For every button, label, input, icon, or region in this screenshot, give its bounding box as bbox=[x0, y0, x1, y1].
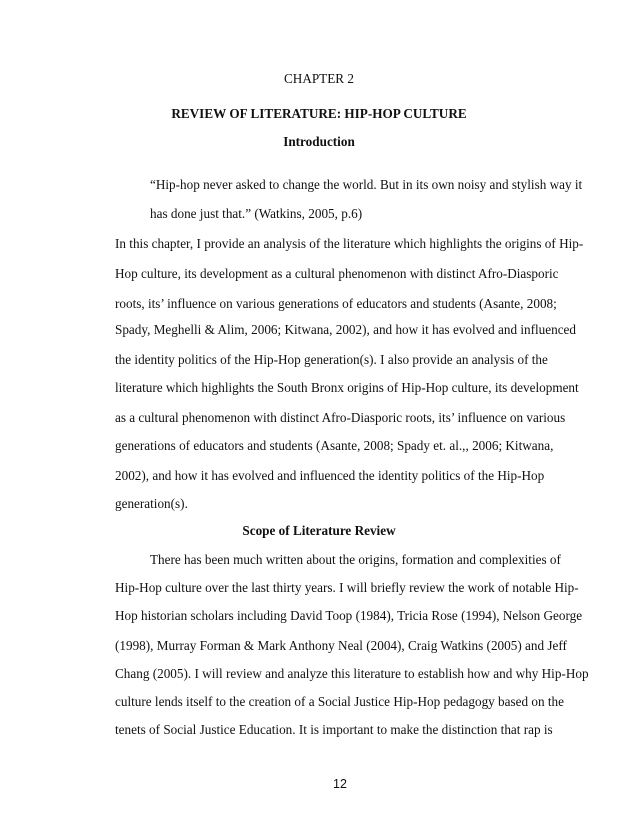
paragraph-line: literature which highlights the South Bronx origins of Hip-Hop culture, its development bbox=[115, 380, 579, 395]
section-heading-introduction: Introduction bbox=[283, 134, 355, 149]
paragraph-line: generation(s). bbox=[115, 496, 188, 511]
paragraph-line: Hop culture, its development as a cultural phenomenon with distinct Afro-Diasporic bbox=[115, 266, 559, 281]
paragraph-line: Hop historian scholars including David Toop (1984), Tricia Rose (1994), Nelson George bbox=[115, 608, 583, 623]
quote-line: “Hip-hop never asked to change the world. But in its own noisy and stylish way it bbox=[150, 177, 583, 192]
chapter-label: CHAPTER 2 bbox=[284, 71, 354, 86]
paragraph-line: Spady, Meghelli & Alim, 2006; Kitwana, 2002), and how it has evolved and influenced bbox=[115, 322, 576, 337]
paragraph-line: Chang (2005). I will review and analyze this literature to establish how and why Hip-Hop bbox=[115, 666, 589, 681]
paragraph-line: There has been much written about the origins, formation and complexities of bbox=[150, 552, 561, 567]
paragraph-line: roots, its’ influence on various generations of educators and students (Asante, 2008; bbox=[115, 296, 557, 311]
paragraph-line: generations of educators and students (Asante, 2008; Spady et. al.,, 2006; Kitwana, bbox=[115, 438, 554, 453]
quote-line: has done just that.” (Watkins, 2005, p.6) bbox=[150, 206, 363, 221]
paragraph-line: tenets of Social Justice Education. It is important to make the distinction that rap is bbox=[115, 722, 553, 737]
section-heading-scope: Scope of Literature Review bbox=[242, 523, 396, 538]
page-number: 12 bbox=[333, 777, 347, 791]
paragraph-line: the identity politics of the Hip-Hop generation(s). I also provide an analysis of the bbox=[115, 352, 548, 367]
paragraph-line: Hip-Hop culture over the last thirty years. I will briefly review the work of notable Hip- bbox=[115, 580, 579, 595]
chapter-title: REVIEW OF LITERATURE: HIP-HOP CULTURE bbox=[171, 106, 467, 121]
paragraph-line: (1998), Murray Forman & Mark Anthony Neal (2004), Craig Watkins (2005) and Jeff bbox=[115, 638, 567, 653]
paragraph-line: 2002), and how it has evolved and influenced the identity politics of the Hip-Hop bbox=[115, 468, 545, 483]
paragraph-line: In this chapter, I provide an analysis of the literature which highlights the origins of Hip- bbox=[115, 236, 584, 251]
paragraph-line: culture lends itself to the creation of a Social Justice Hip-Hop pedagogy based on the bbox=[115, 694, 564, 709]
paragraph-line: as a cultural phenomenon with distinct Afro-Diasporic roots, its’ influence on various bbox=[115, 410, 566, 425]
